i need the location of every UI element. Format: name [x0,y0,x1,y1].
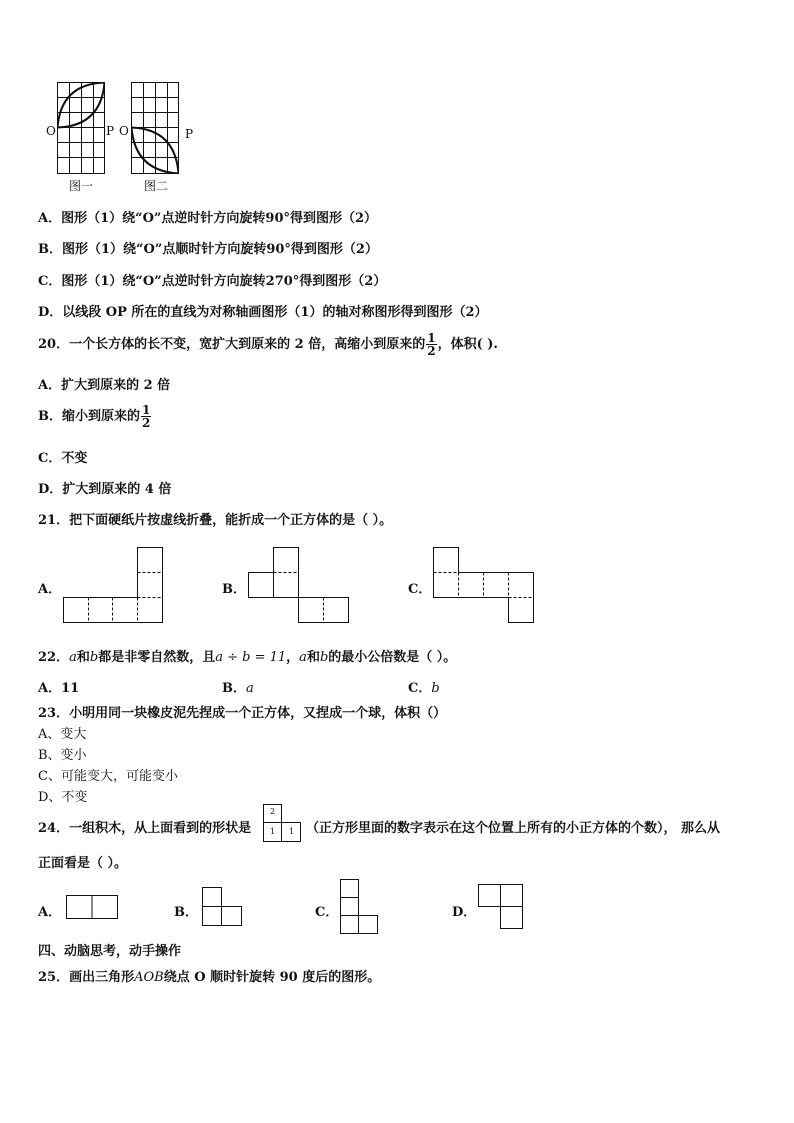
q19-option-b: B．图形（1）绕“O”点顺时针方向旋转90°得到图形（2） [38,242,378,257]
q19-label-o2: O [119,124,129,138]
q21-net-a [63,547,163,623]
q22-and2: 和 [306,650,320,665]
q23-option-d: D、不变 [38,790,88,805]
q22-var-b2: b [319,650,329,665]
q19-label-o1: O [46,124,56,138]
q20-fraction-num: 1 [427,331,436,345]
q22-option-a: A．11 [38,681,80,696]
q24-top-view-lines [263,804,301,842]
q22-var-b: b [89,650,99,665]
q24-grid-top-count: 2 [270,807,276,816]
q25-prefix: 25．画出三角形 [38,970,135,985]
q20-option-d: D．扩大到原来的 4 倍 [38,482,172,497]
q20-option-b [38,404,152,429]
q22-tail: 的最小公倍数是（ ）。 [328,650,457,665]
q20-option-b-den: 2 [142,416,151,430]
q24-label-a: A． [38,905,62,920]
q20-option-b-num: 1 [142,403,151,417]
q22-var-a2: a [299,650,307,665]
q21-label-a: A． [38,582,62,597]
q19-option-c: C．图形（1）绕“O”点逆时针方向旋转270°得到图形（2） [38,274,387,289]
q23-stem: 23．小明用同一块橡皮泥先捏成一个正方体，又捏成一个球，体积（） [38,706,447,721]
section-4-heading: 四、动脑思考，动手操作 [38,944,182,959]
q24-grid-br-count: 1 [289,827,295,836]
q19-option-a: A．图形（1）绕“O”点逆时针方向旋转90°得到图形（2） [38,211,378,226]
q20-option-b-text: B．缩小到原来的 [38,409,140,424]
q25-triangle: AOB [134,970,164,985]
q20-stem-suffix: ，体积( ). [437,337,498,352]
q24-stem-suffix: （正方形里面的数字表示在这个位置上所有的小正方体的个数）， 那么从 [306,821,721,836]
q19-figure-2-grid [131,82,179,174]
q23-option-b: B、变小 [38,748,87,763]
q24-stem-line2: 正面看是（ ）。 [38,856,128,871]
q24-stem-prefix: 24．一组积木，从上面看到的形状是 [38,821,252,836]
q20-stem-prefix: 20．一个长方体的长不变，宽扩大到原来的 2 倍，高缩小到原来的 [38,337,426,352]
q24-label-b: B． [174,905,198,920]
q25-stem [38,966,380,985]
q20-option-b-fraction [141,404,151,429]
q25-suffix: 绕点 O 顺时针旋转 90 度后的图形。 [163,970,381,985]
q20-stem [38,332,498,357]
q21-net-b [248,547,350,623]
q22-equation: a ÷ b = 11 [215,650,287,665]
q19-fig2-caption: 图二 [144,179,169,193]
q22-mid: 都是非零自然数，且 [98,650,216,665]
q24-option-d-shape [478,884,524,930]
q24-grid-bl-count: 1 [270,827,276,836]
q22-option-c-label: C． [408,681,432,696]
q20-fraction [426,332,436,357]
q19-option-d: D．以线段 OP 所在的直线为对称轴画图形（1）的轴对称图形得到图形（2） [38,305,488,320]
q20-option-a: A．扩大到原来的 2 倍 [38,378,171,393]
q20-fraction-den: 2 [427,344,436,358]
q20-option-c: C．不变 [38,451,88,466]
q22-option-c-val: b [431,681,440,696]
q23-option-a: A、变大 [38,727,87,742]
q19-figure-1-grid [57,82,105,174]
q22-option-c [408,677,440,696]
q22-option-b-val: a [246,681,254,696]
q21-label-b: B． [222,582,246,597]
q24-top-view-grid [263,804,301,842]
q24-option-c-shape [340,879,379,935]
q24-label-c: C． [315,905,339,920]
q22-num: 22． [38,650,70,665]
q24-option-b-shape [202,887,243,927]
q22-option-b [222,677,254,696]
q22-option-b-label: B． [222,681,246,696]
q22-stem [38,646,456,665]
q22-var-a: a [69,650,77,665]
q21-label-c: C． [408,582,432,597]
q21-stem: 21．把下面硬纸片按虚线折叠，能折成一个正方体的是（ ）。 [38,513,393,528]
q19-label-p2: P [185,127,194,141]
q22-comma: ， [286,650,300,665]
q19-fig1-caption: 图一 [69,179,94,193]
q22-and1: 和 [76,650,90,665]
q24-option-a-shape [66,895,118,920]
q21-net-c [433,547,535,623]
q23-option-c: C、可能变大，可能变小 [38,769,178,784]
q19-label-p1: P [106,124,115,138]
q24-label-d: D． [452,905,477,920]
